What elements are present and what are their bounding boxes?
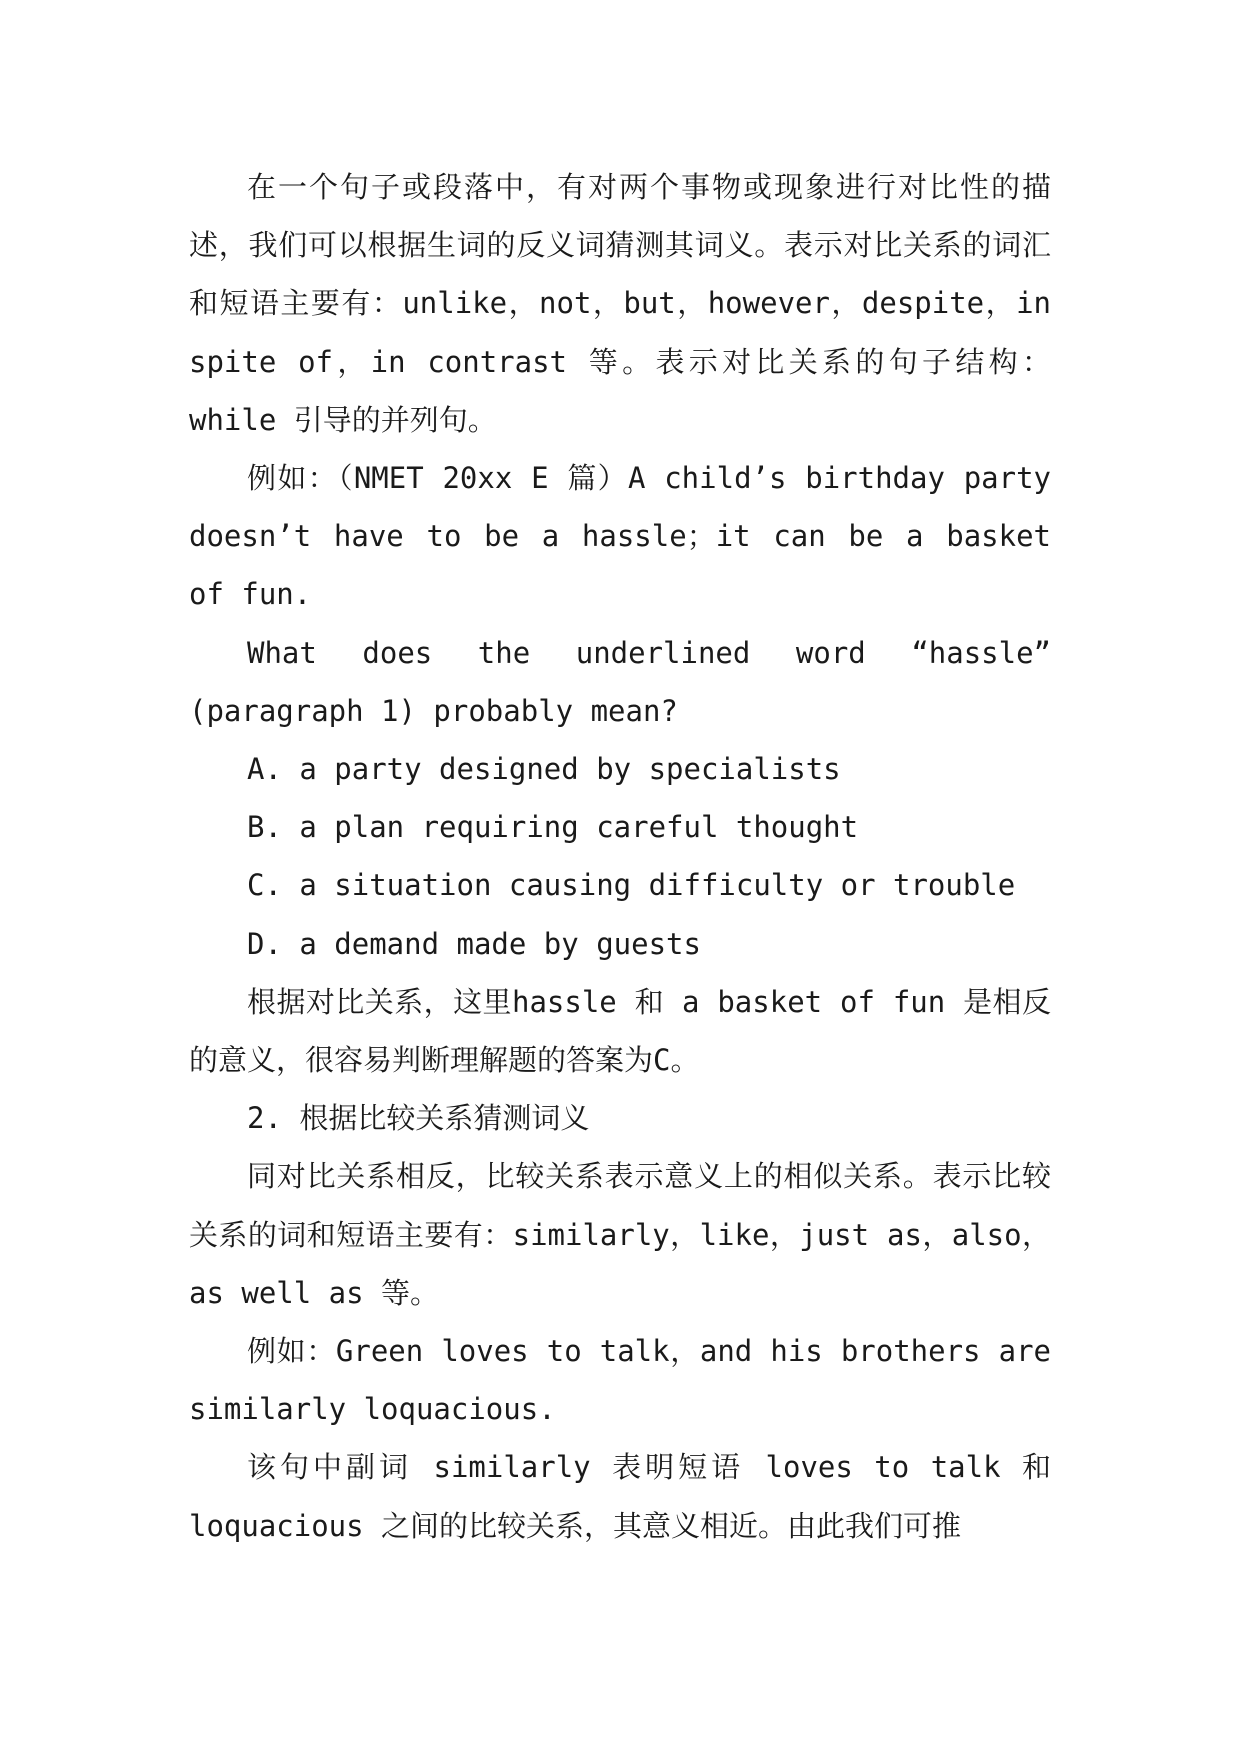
section-heading-comparison: 2. 根据比较关系猜测词义 (247, 1101, 590, 1136)
choice-c: C. a situation causing difficulty or trouble (247, 868, 1016, 903)
paragraph-comparison-intro: 同对比关系相反，比较关系表示意义上的相似关系。表示比较关系的词和短语主要有：similarly，like，just as，also，as well as 等。 (189, 1159, 1051, 1310)
paragraph-similarly-explanation: 该句中副词 similarly 表明短语 loves to talk 和 loquacious 之间的比较关系，其意义相近。由此我们可推 (189, 1450, 1051, 1543)
paragraph-contrast-intro: 在一个句子或段落中，有对两个事物或现象进行对比性的描述，我们可以根据生词的反义词猜测其词义。表示对比关系的词汇和短语主要有：unlike，not，but，however，despite，in spite of，in contrast 等。表示对比关系的句子结构：while 引导的并列句。 (189, 170, 1051, 437)
paragraph-example-nmet: 例如：（NMET 20xx E 篇）A child’s birthday party doesn’t have to be a hassle；it can be a basket of fun. (189, 461, 1051, 612)
choice-b: B. a plan requiring careful thought (247, 810, 859, 845)
paragraph-answer-explanation: 根据对比关系，这里hassle 和 a basket of fun 是相反的意义，很容易判断理解题的答案为C。 (189, 984, 1051, 1078)
paragraph-example-green: 例如：Green loves to talk，and his brothers are similarly loquacious. (189, 1334, 1051, 1427)
choice-d: D. a demand made by guests (247, 926, 701, 961)
document-body (189, 158, 1051, 1555)
paragraph-question: What does the underlined word “hassle” (paragraph 1) probably mean? (189, 635, 1051, 728)
choice-a: A. a party designed by specialists (247, 752, 841, 787)
